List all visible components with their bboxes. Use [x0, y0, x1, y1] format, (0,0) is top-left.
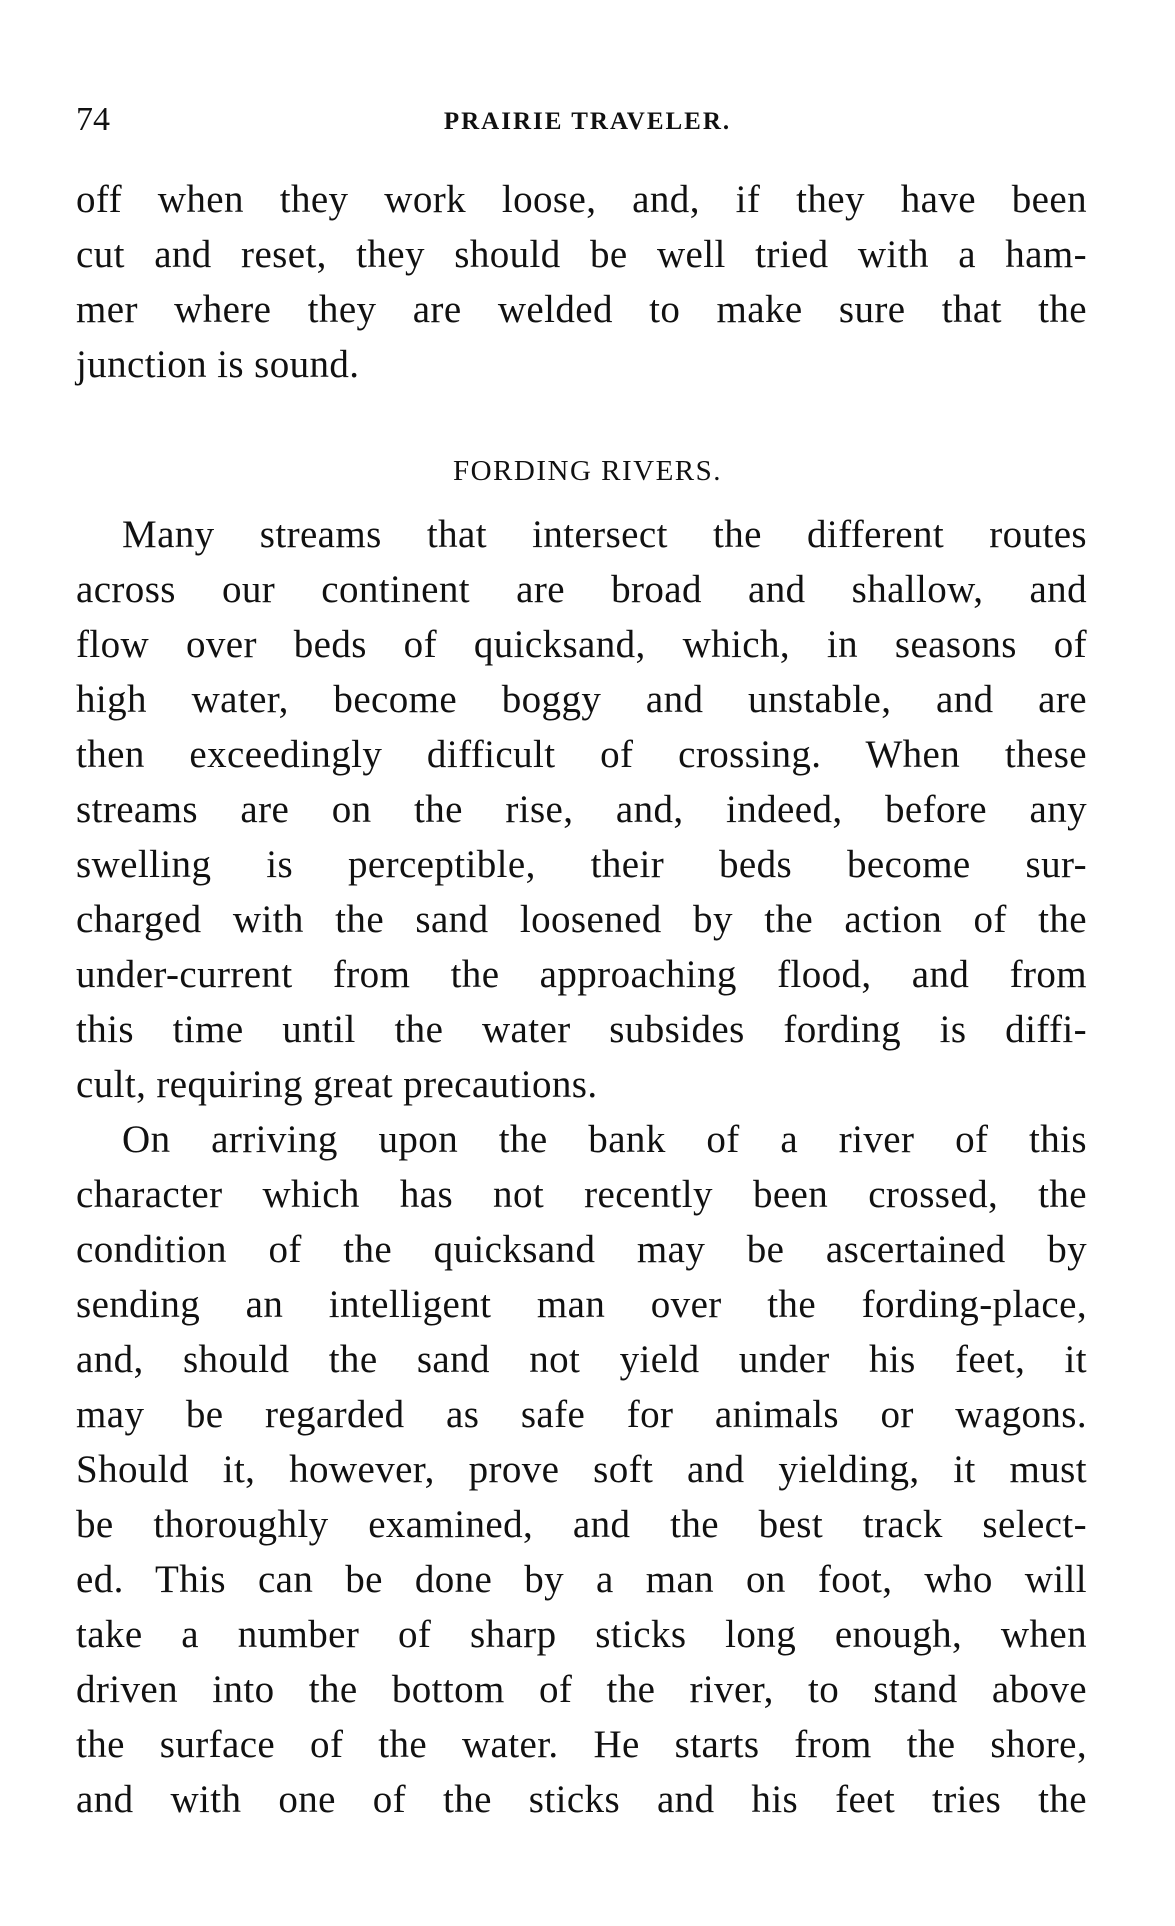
paragraph-streams	[76, 507, 1087, 1827]
section-heading: FORDING RIVERS.	[452, 455, 723, 487]
running-title: PRAIRIE TRAVELER.	[443, 108, 732, 135]
text-line: under-current from the approaching flood, and from	[76, 953, 1087, 996]
text-line: cut and reset, they should be well tried with a ham-	[76, 233, 1087, 276]
text-line: flow over beds of quicksand, which, in seasons of	[76, 623, 1087, 666]
text-line: this time until the water subsides fording is diffi-	[76, 1008, 1087, 1051]
text-line: swelling is perceptible, their beds become sur-	[76, 843, 1087, 886]
text-line: driven into the bottom of the river, to stand above	[76, 1668, 1087, 1711]
text-line: character which has not recently been crossed, the	[76, 1173, 1087, 1216]
text-line: ed. This can be done by a man on foot, who will	[76, 1558, 1087, 1601]
paragraph-2	[76, 1112, 1087, 1827]
text-line: charged with the sand loosened by the action of the	[76, 898, 1087, 941]
text-line: the surface of the water. He starts from the shore,	[76, 1723, 1087, 1766]
text-line: may be regarded as safe for animals or wagons.	[76, 1393, 1087, 1436]
text-line: Should it, however, prove soft and yielding, it must	[76, 1448, 1087, 1491]
text-line: condition of the quicksand may be ascertained by	[76, 1228, 1087, 1271]
text-line: streams are on the rise, and, indeed, before any	[76, 788, 1087, 831]
text-line: sending an intelligent man over the fording-place,	[76, 1283, 1087, 1326]
text-line: then exceedingly difficult of crossing. When these	[76, 733, 1087, 776]
text-line: off when they work loose, and, if they have been	[76, 178, 1087, 221]
text-line: cult, requiring great precautions.	[76, 1063, 598, 1106]
text-line: high water, become boggy and unstable, and are	[76, 678, 1087, 721]
text-line: be thoroughly examined, and the best track select-	[76, 1503, 1087, 1546]
text-line: across our continent are broad and shallow, and	[76, 568, 1087, 611]
text-line: mer where they are welded to make sure that the	[76, 288, 1087, 331]
text-line: On arriving upon the bank of a river of this	[122, 1118, 1087, 1161]
text-line: and with one of the sticks and his feet tries the	[76, 1778, 1087, 1821]
paragraph-1	[76, 507, 1087, 1112]
text-line: junction is sound.	[76, 343, 360, 386]
text-line: and, should the sand not yield under his feet, it	[76, 1338, 1087, 1381]
text-line: Many streams that intersect the different routes	[122, 513, 1087, 556]
paragraph-continued	[76, 172, 1087, 392]
page-number: 74	[76, 101, 110, 138]
text-line: take a number of sharp sticks long enough, when	[76, 1613, 1087, 1656]
